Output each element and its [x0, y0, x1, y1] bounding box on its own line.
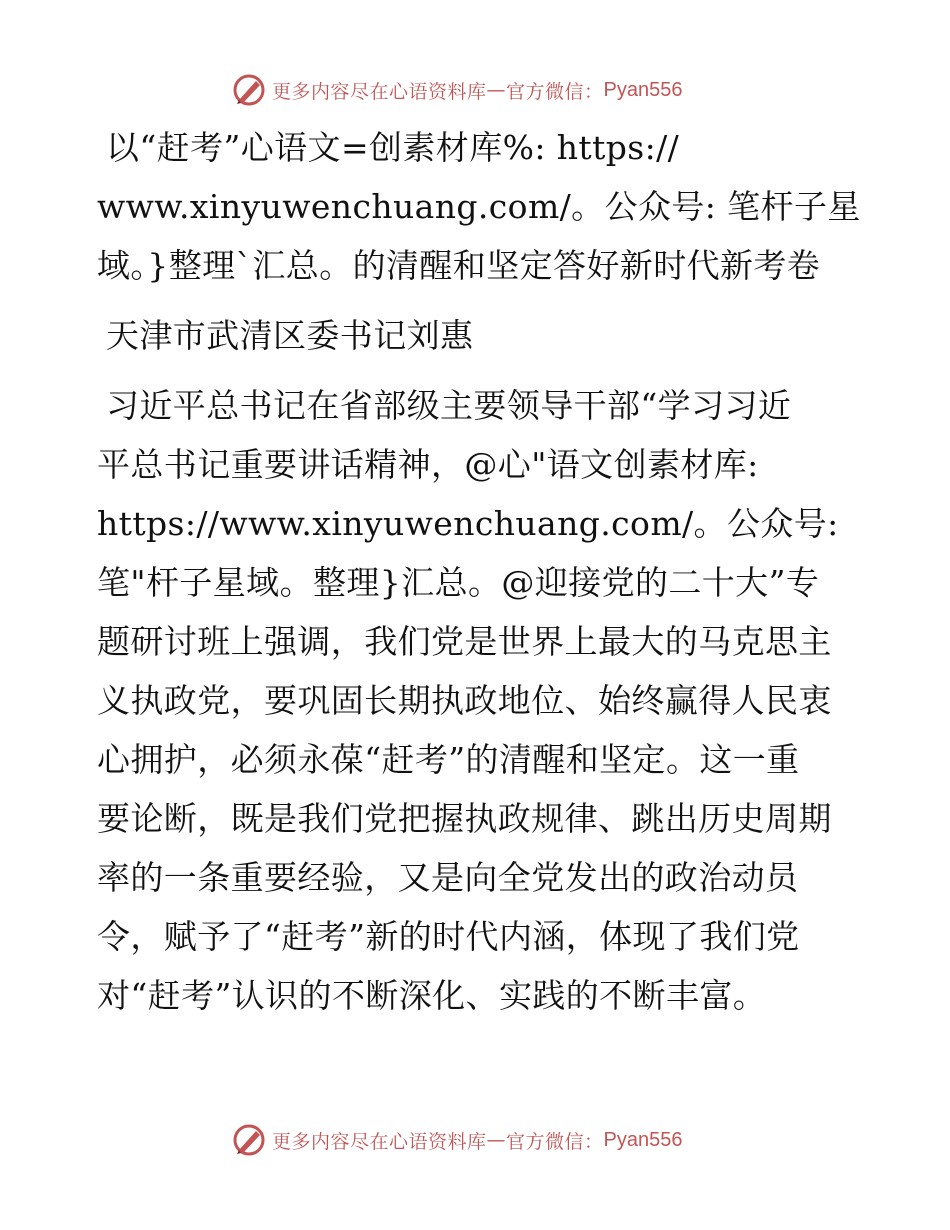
- pen-logo-icon: [232, 73, 266, 107]
- paragraph-2-line: 笔"杆子星域。整理}汇总。@迎接党的二十大”专: [97, 563, 820, 602]
- paragraph-1-line: 以“赶考”心语文=创素材库%: https://: [106, 128, 680, 167]
- banner-separator: —: [486, 79, 507, 101]
- author-line: 天津市武清区委书记刘惠: [106, 316, 474, 355]
- pen-logo-icon: [232, 1123, 266, 1157]
- banner-wechat-id: Pyan556: [603, 1128, 683, 1151]
- paragraph-2-line: https://www.xinyuwenchuang.com/。公众号:: [97, 504, 839, 543]
- paragraph-2-line: 令，赋予了“赶考”新的时代内涵，体现了我们党: [97, 917, 800, 956]
- banner-contact-label: 官方微信：: [506, 1130, 604, 1153]
- banner-separator: —: [486, 1129, 507, 1151]
- paragraph-2-line: 习近平总书记在省部级主要领导干部“学习习近: [106, 386, 792, 425]
- paragraph-1-line: www.xinyuwenchuang.com/。公众号: 笔杆子星: [97, 187, 861, 226]
- banner-text: 更多内容尽在心语资料库: [272, 80, 487, 103]
- footer-banner: [232, 1122, 752, 1158]
- paragraph-1-line: 域。}整理`汇总。的清醒和坚定答好新时代新考卷: [97, 246, 821, 285]
- document-body: [97, 118, 861, 1025]
- banner-contact-label: 官方微信：: [506, 80, 604, 103]
- paragraph-2-line: 平总书记重要讲话精神，@心"语文创素材库:: [97, 445, 759, 484]
- banner-wechat-id: Pyan556: [603, 78, 683, 101]
- paragraph-2-line: 率的一条重要经验，又是向全党发出的政治动员: [97, 858, 799, 897]
- paragraph-2-line: 要论断，既是我们党把握执政规律、跳出历史周期: [97, 799, 832, 838]
- header-banner: [232, 72, 752, 108]
- paragraph-2-line: 题研讨班上强调，我们党是世界上最大的马克思主: [97, 622, 832, 661]
- paragraph-2-line: 心拥护，必须永葆“赶考”的清醒和坚定。这一重: [97, 740, 800, 779]
- paragraph-2-line: 义执政党，要巩固长期执政地位、始终赢得人民衷: [97, 681, 832, 720]
- paragraph-2-line: 对“赶考”认识的不断深化、实践的不断丰富。: [97, 976, 767, 1015]
- banner-text: 更多内容尽在心语资料库: [272, 1130, 487, 1153]
